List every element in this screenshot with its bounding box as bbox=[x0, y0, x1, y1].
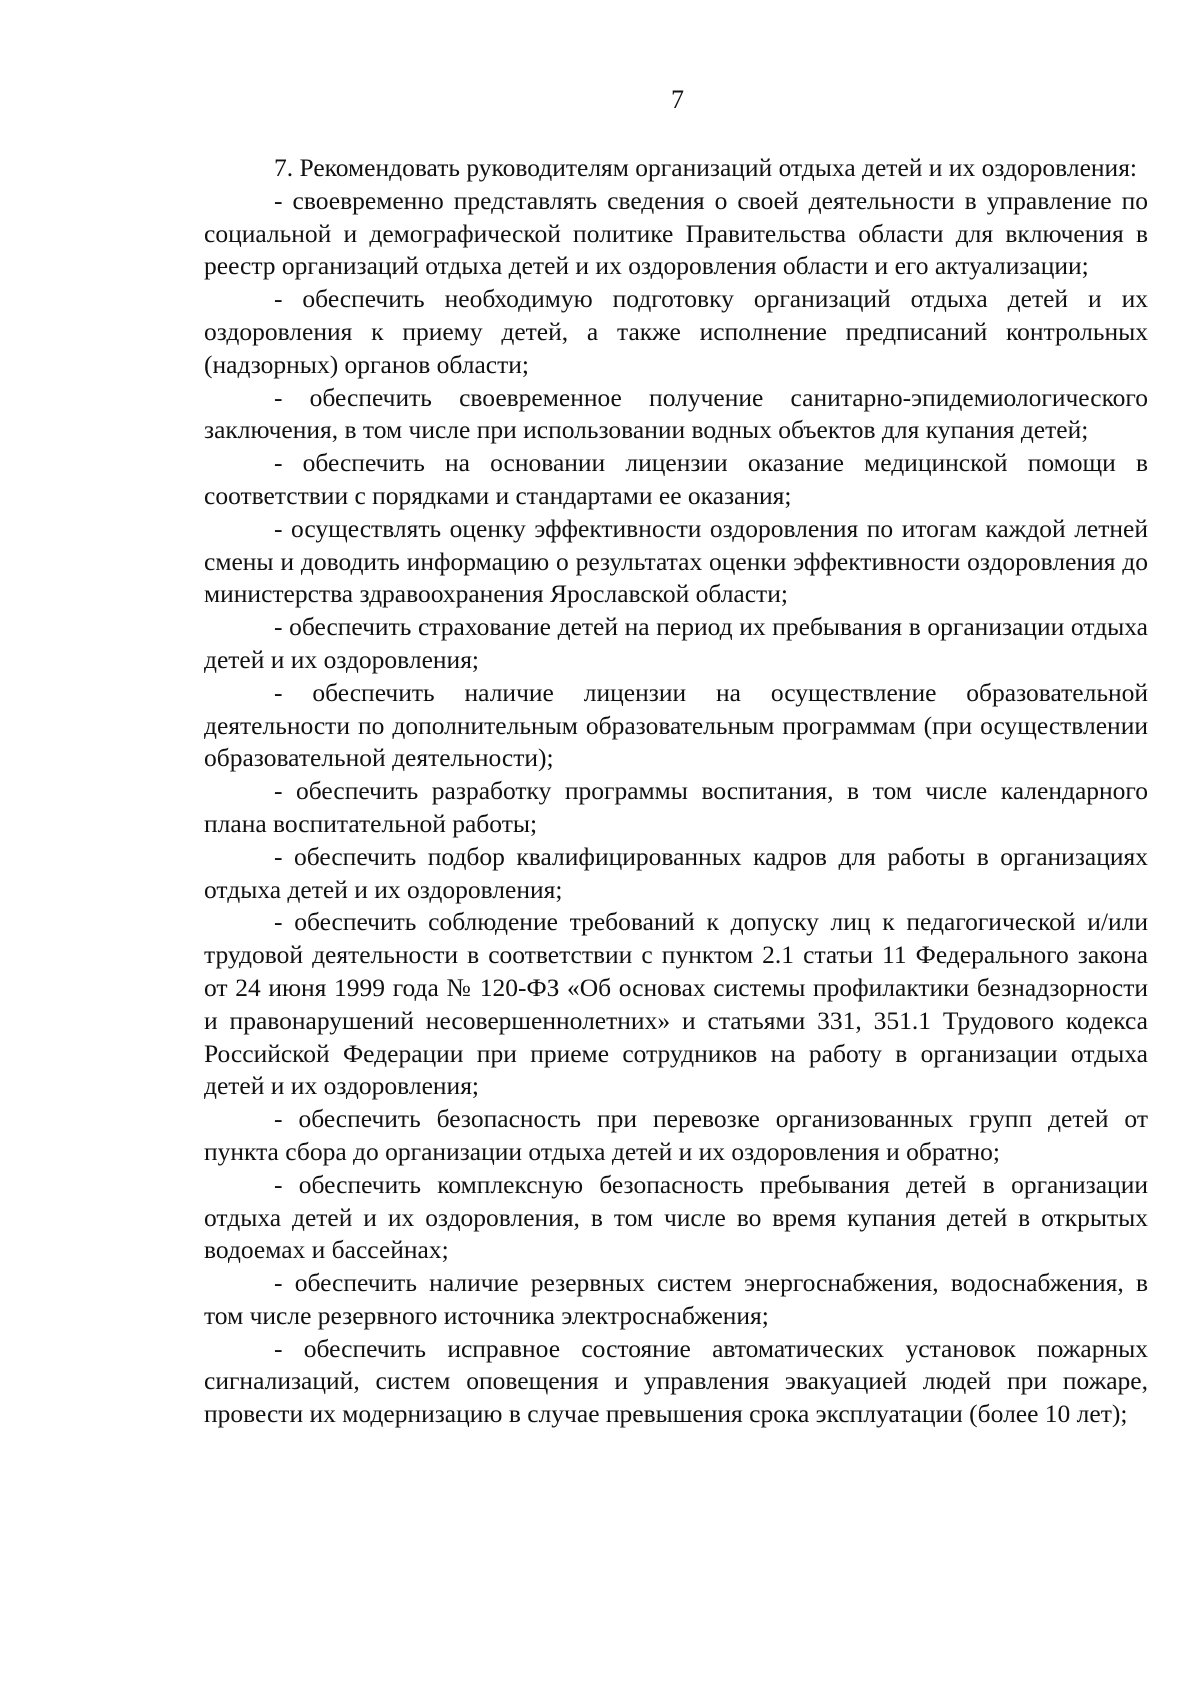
paragraph-reserve-systems: - обеспечить наличие резервных систем энергоснабжения, водоснабжения, в том числе резервного источника электроснабжения; bbox=[204, 1268, 1148, 1330]
paragraph-health-efficiency: - осуществлять оценку эффективности оздоровления по итогам каждой летней смены и доводить информацию о результатах оценки эффективности оздоровления до министерства здравоохранения Ярославской области; bbox=[204, 513, 1148, 609]
paragraph-complex-safety: - обеспечить комплексную безопасность пребывания детей в организации отдыха детей и их оздоровления, в том числе во время купания детей в открытых водоемах и бассейнах; bbox=[204, 1169, 1148, 1265]
paragraph-registry: - своевременно представлять сведения о своей деятельности в управление по социальной и демографической политике Правительства области для включения в реестр организаций отдыха детей и их оздоровления области и его актуализации; bbox=[204, 185, 1148, 281]
paragraph-upbringing-program: - обеспечить разработку программы воспитания, в том числе календарного плана воспитательной работы; bbox=[204, 776, 1148, 838]
paragraph-item-7: 7. Рекомендовать руководителям организаций отдыха детей и их оздоровления: bbox=[274, 153, 1138, 182]
page-number: 7 bbox=[671, 85, 684, 114]
paragraph-insurance: - обеспечить страхование детей на период их пребывания в организации отдыха детей и их оздоровления; bbox=[204, 612, 1148, 674]
paragraph-employment-requirements: - обеспечить соблюдение требований к допуску лиц к педагогической и/или трудовой деятельности в соответствии с пунктом 2.1 статьи 11 Федерального закона от 24 июня 1999 года № 120-ФЗ «Об основах системы профилактики безнадзорности и правонарушений несовершеннолетних» и статьями 331, 351.1 Трудового кодекса Российской Федерации при приеме сотрудников на работу в организации отдыха детей и их оздоровления; bbox=[204, 907, 1148, 1101]
paragraph-transport-safety: - обеспечить безопасность при перевозке организованных групп детей от пункта сбора до организации отдыха детей и их оздоровления и обратно; bbox=[204, 1104, 1148, 1166]
paragraph-education-license: - обеспечить наличие лицензии на осуществление образовательной деятельности по дополнительным образовательным программам (при осуществлении образовательной деятельности); bbox=[204, 677, 1148, 773]
paragraph-sanitary-conclusion: - обеспечить своевременное получение санитарно-эпидемиологического заключения, в том числе при использовании водных объектов для купания детей; bbox=[204, 382, 1148, 445]
paragraph-medical-license: - обеспечить на основании лицензии оказание медицинской помощи в соответствии с порядками и стандартами ее оказания; bbox=[204, 448, 1148, 510]
paragraph-fire-alarm: - обеспечить исправное состояние автоматических установок пожарных сигнализаций, систем оповещения и управления эвакуацией людей при пожаре, провести их модернизацию в случае превышения срока эксплуатации (более 10 лет); bbox=[204, 1333, 1148, 1429]
paragraph-preparation: - обеспечить необходимую подготовку организаций отдыха детей и их оздоровления к приему детей, а также исполнение предписаний контрольных (надзорных) органов области; bbox=[204, 284, 1148, 379]
document-body bbox=[204, 152, 1148, 1431]
paragraph-qualified-staff: - обеспечить подбор квалифицированных кадров для работы в организациях отдыха детей и их оздоровления; bbox=[204, 841, 1148, 904]
